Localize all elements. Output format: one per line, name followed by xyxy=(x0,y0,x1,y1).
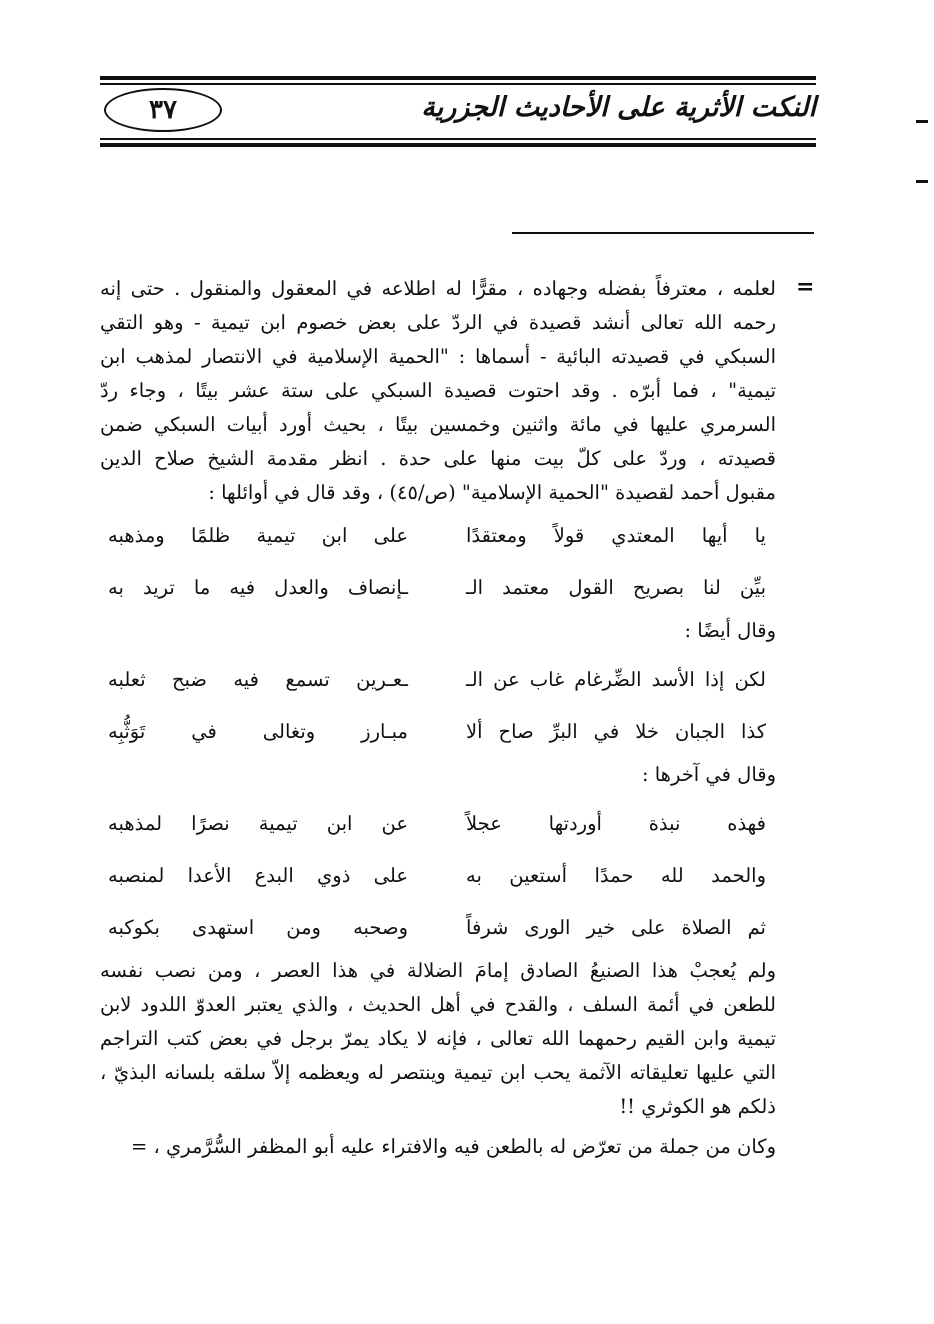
verse-hemistich-second: على ذوي البدع الأعدا لمنصبه xyxy=(108,864,408,887)
verse-line xyxy=(100,510,776,562)
text-line: رحمه الله تعالى أنشد قصيدة في الردّ على بعض خصوم ابن تيمية - وهو التقي xyxy=(100,311,776,334)
verse-line xyxy=(100,902,776,954)
verse-hemistich-first: ثم الصلاة على خير الورى شرفاً xyxy=(466,916,766,939)
verse-hemistich-first: كذا الجبان خلا في البرِّ صاح ألا xyxy=(466,720,766,743)
verse-line xyxy=(100,798,776,850)
paragraph-3 xyxy=(100,1130,776,1164)
text-line: تيمية" ، فما أبرّه . وقد احتوت قصيدة السبكي على ستة عشر بيتًا ، وجاء ردّ xyxy=(100,379,776,402)
verse-line xyxy=(100,562,776,614)
text-line: التي عليها تعليقاته الآثمة يحب ابن تيمية وينتصر له ويعظمه إلاّ سلقه بلسانه البذيّ ، xyxy=(100,1061,776,1084)
verse-hemistich-second: وصحبه ومن استهدى بكوكبه xyxy=(108,916,408,939)
verse-hemistich-second: مبـارز وتغالى في تَوَثُّبِه xyxy=(108,720,408,743)
paragraph-2 xyxy=(100,954,776,1124)
text-line: السبكي في قصيدته البائية - أسماها : "الحمية الإسلامية في الانتصار لمذهب ابن xyxy=(100,345,776,368)
page-number: ٣٧ xyxy=(104,88,222,132)
verse-intro-2: وقال أيضًا : xyxy=(684,619,776,642)
header-top-rule-thin xyxy=(100,83,816,85)
text-line: لعلمه ، معترفاً بفضله وجهاده ، مقرًّا له اطلاعه في المعقول والمنقول . حتى إنه xyxy=(100,277,776,300)
verses-block-2 xyxy=(100,654,776,758)
text-line: للطعن في أئمة السلف ، والقدح في أهل الحديث ، والذي يعتبر العدوّ اللدود لابن xyxy=(100,993,776,1016)
margin-mark-top xyxy=(916,120,928,123)
margin-mark-middle xyxy=(916,180,928,183)
verse-line xyxy=(100,706,776,758)
verse-line xyxy=(100,654,776,706)
header-top-rule xyxy=(100,76,816,80)
header-bottom-rule-thin xyxy=(100,138,816,140)
text-line: ولم يُعجبْ هذا الصنيعُ الصادق إمامَ الضلالة في هذا العصر ، ومن نصب نفسه xyxy=(100,959,776,982)
text-line: وكان من جملة من تعرّض له بالطعن فيه والافتراء عليه أبو المظفر السُّرَّمري ، = xyxy=(130,1135,776,1158)
verse-hemistich-first: والحمد لله حمدًا أستعين به xyxy=(466,864,766,887)
verses-block-1 xyxy=(100,510,776,614)
verses-block-3 xyxy=(100,798,776,954)
verse-hemistich-first: لكن إذا الأسد الضِّرغام غاب عن الـ xyxy=(466,668,766,691)
text-line: ذلكم هو الكوثري !! xyxy=(619,1095,776,1118)
verse-line xyxy=(100,850,776,902)
footnote-body xyxy=(100,272,776,1164)
verse-hemistich-second: ـعـرين تسمع فيه ضبح ثعلبه xyxy=(108,668,408,691)
footnote-separator xyxy=(512,232,814,234)
paragraph-1 xyxy=(100,272,776,510)
verse-hemistich-first: فهذه نبذة أوردتها عجلاً xyxy=(466,812,766,835)
verse-hemistich-second: عن ابن تيمية نصرًا لمذهبه xyxy=(108,812,408,835)
verse-hemistich-first: بيِّن لنا بصريح القول معتمد الـ xyxy=(466,576,766,599)
verse-intro-3: وقال في آخرها : xyxy=(641,763,776,786)
text-line: مقبول أحمد لقصيدة "الحمية الإسلامية" (ص/٤٥) ، وقد قال في أوائلها : xyxy=(208,481,776,504)
text-line: السرمري عليها في مائة واثنين وخمسين بيتًا ، بحيث أورد أبيات السبكي ضمن xyxy=(100,413,776,436)
verse-hemistich-second: ـإنصاف والعدل فيه ما تريد به xyxy=(108,576,408,599)
text-line: تيمية وابن القيم رحمهما الله تعالى ، فإنه لا يكاد يمرّ برجل في بعض كتب التراجم xyxy=(100,1027,776,1050)
verse-hemistich-second: على ابن تيمية ظلمًا ومذهبه xyxy=(108,524,408,547)
running-header-title: النكت الأثرية على الأحاديث الجزرية xyxy=(421,92,816,123)
text-line: قصيدته ، وردّ على كلّ بيت منها على حدة . انظر مقدمة الشيخ صلاح الدين xyxy=(100,447,776,470)
continuation-mark: = xyxy=(796,274,815,300)
verse-hemistich-first: يا أيها المعتدي قولاً ومعتقدًا xyxy=(466,524,766,547)
header-bottom-rule xyxy=(100,143,816,147)
